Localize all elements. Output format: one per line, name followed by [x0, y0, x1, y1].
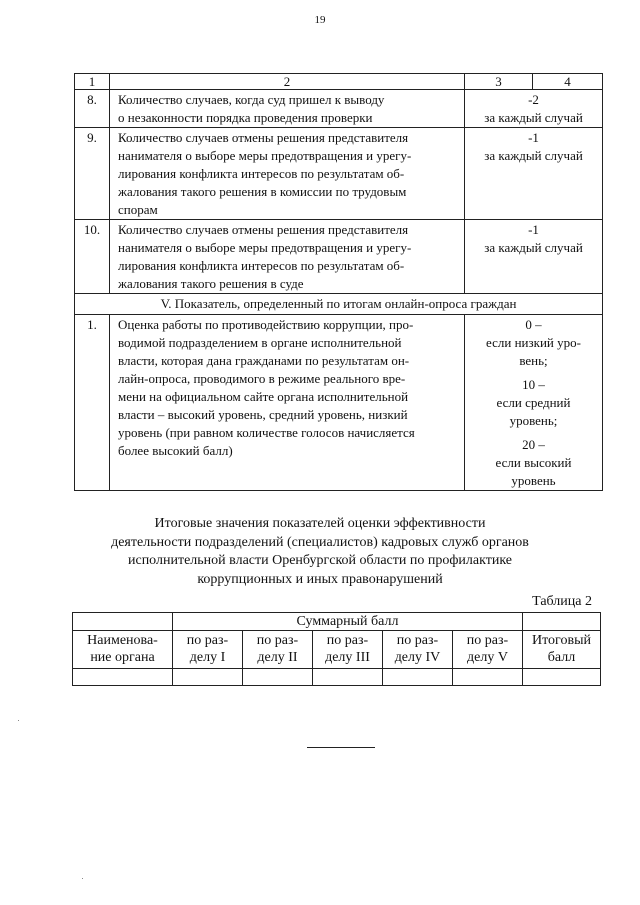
text-line: жалования такого решения в суде [118, 276, 304, 291]
column-number: 3 [465, 74, 533, 90]
text-line: Количество случаев отмены решения представителя [118, 222, 409, 237]
header-line: делу IV [394, 650, 441, 665]
row-number: 10. [75, 220, 110, 294]
score-cell [465, 90, 603, 128]
column-number-row [75, 74, 603, 90]
empty-cell [73, 669, 173, 686]
score-value: 10 – [522, 377, 545, 392]
scan-speck [82, 878, 83, 879]
score-note: за каждый случай [484, 148, 583, 163]
score-note: за каждый случай [484, 240, 583, 255]
row-number: 1. [75, 315, 110, 491]
score-note: за каждый случай [484, 110, 583, 125]
title-line: исполнительной власти Оренбургской области по профилактике [127, 553, 512, 568]
empty-cell [523, 613, 601, 631]
header-line: Итоговый [532, 633, 591, 648]
score-value: 20 – [522, 437, 545, 452]
table-row [75, 220, 603, 294]
section-header [313, 631, 383, 669]
text-line: власти, которая дана гражданами по результатам он- [118, 353, 410, 368]
empty-cell [73, 613, 173, 631]
indicator-text [110, 315, 465, 491]
scan-speck [18, 720, 19, 721]
section-header [243, 631, 313, 669]
header-line: Наименова- [87, 633, 158, 648]
column-number: 2 [110, 74, 465, 90]
section-header [173, 631, 243, 669]
org-name-header [73, 631, 173, 669]
section-header-row [75, 294, 603, 315]
empty-data-row [73, 669, 601, 686]
score-value: -2 [528, 92, 539, 107]
indicator-text [110, 220, 465, 294]
section-header [453, 631, 523, 669]
row-number: 8. [75, 90, 110, 128]
empty-cell [243, 669, 313, 686]
column-number: 4 [533, 74, 603, 90]
row-number: 9. [75, 128, 110, 220]
text-line: водимой подразделением в органе исполнительной [118, 335, 402, 350]
text-line: мени на официальном сайте органа исполнительной [118, 389, 409, 404]
header-line: делу V [467, 650, 508, 665]
text-line: Количество случаев отмены решения представителя [118, 130, 409, 145]
empty-cell [523, 669, 601, 686]
table-row [75, 315, 603, 491]
score-value: -1 [528, 222, 539, 237]
title-line: коррупционных и иных правонарушений [197, 571, 443, 587]
group-header-row [73, 613, 601, 631]
text-line: уровень (при равном количестве голосов начисляется [118, 425, 415, 440]
score-value: 0 – [525, 317, 542, 332]
empty-cell [453, 669, 523, 686]
header-line: ние органа [90, 650, 155, 665]
empty-cell [383, 669, 453, 686]
column-header-row [73, 631, 601, 669]
header-line: балл [547, 650, 576, 665]
text-line: жалования такого решения в комиссии по трудовым [118, 184, 407, 199]
header-line: по раз- [326, 633, 369, 648]
score-note: если низкий уро- [486, 335, 581, 350]
text-line: власти – высокий уровень, средний уровень, низкий [118, 407, 408, 422]
section-v-title: V. Показатель, определенный по итогам онлайн-опроса граждан [75, 294, 603, 315]
indicator-text [110, 90, 465, 128]
title-line: Итоговые значения показателей оценки эффективности [154, 516, 486, 531]
score-note: уровень [511, 473, 556, 488]
header-line: делу I [189, 650, 226, 665]
total-header [523, 631, 601, 669]
score-note: уровень; [509, 413, 558, 428]
text-line: Оценка работы по противодействию коррупции, про- [118, 317, 414, 332]
table-row [75, 90, 603, 128]
indicators-table [74, 73, 603, 491]
empty-cell [313, 669, 383, 686]
text-line: лайн-опроса, проводимого в режиме реального вре- [118, 371, 406, 386]
table-row [75, 128, 603, 220]
header-line: по раз- [466, 633, 509, 648]
text-line: о незаконности порядка проведения проверки [118, 110, 373, 125]
score-value: -1 [528, 130, 539, 145]
text-line: лирования конфликта интересов по результатам об- [118, 166, 405, 181]
summary-table [72, 612, 601, 686]
title-line: деятельности подразделений (специалистов) кадровых служб органов [111, 534, 529, 550]
score-cell [465, 315, 603, 491]
text-line: более высокий балл) [118, 443, 233, 458]
page-number: 19 [314, 14, 326, 26]
table-2-label: Таблица 2 [532, 594, 592, 609]
score-note: вень; [519, 353, 548, 368]
text-line: Количество случаев, когда суд пришел к выводу [118, 92, 385, 107]
text-line: нанимателя о выборе меры предотвращения и урегу- [118, 148, 412, 163]
header-line: делу II [257, 650, 298, 665]
score-cell [465, 128, 603, 220]
header-line: по раз- [186, 633, 229, 648]
column-number: 1 [75, 74, 110, 90]
header-line: делу III [325, 650, 370, 665]
score-note: если высокий [495, 455, 572, 470]
header-line: по раз- [256, 633, 299, 648]
text-line: нанимателя о выборе меры предотвращения и урегу- [118, 240, 412, 255]
section-header [383, 631, 453, 669]
text-line: спорам [118, 202, 158, 217]
indicator-text [110, 128, 465, 220]
score-note: если средний [496, 395, 571, 410]
score-cell [465, 220, 603, 294]
text-line: лирования конфликта интересов по результатам об- [118, 258, 405, 273]
header-line: по раз- [396, 633, 439, 648]
empty-cell [173, 669, 243, 686]
end-rule [307, 747, 375, 748]
total-score-header: Суммарный балл [173, 613, 523, 631]
summary-title [0, 515, 640, 589]
